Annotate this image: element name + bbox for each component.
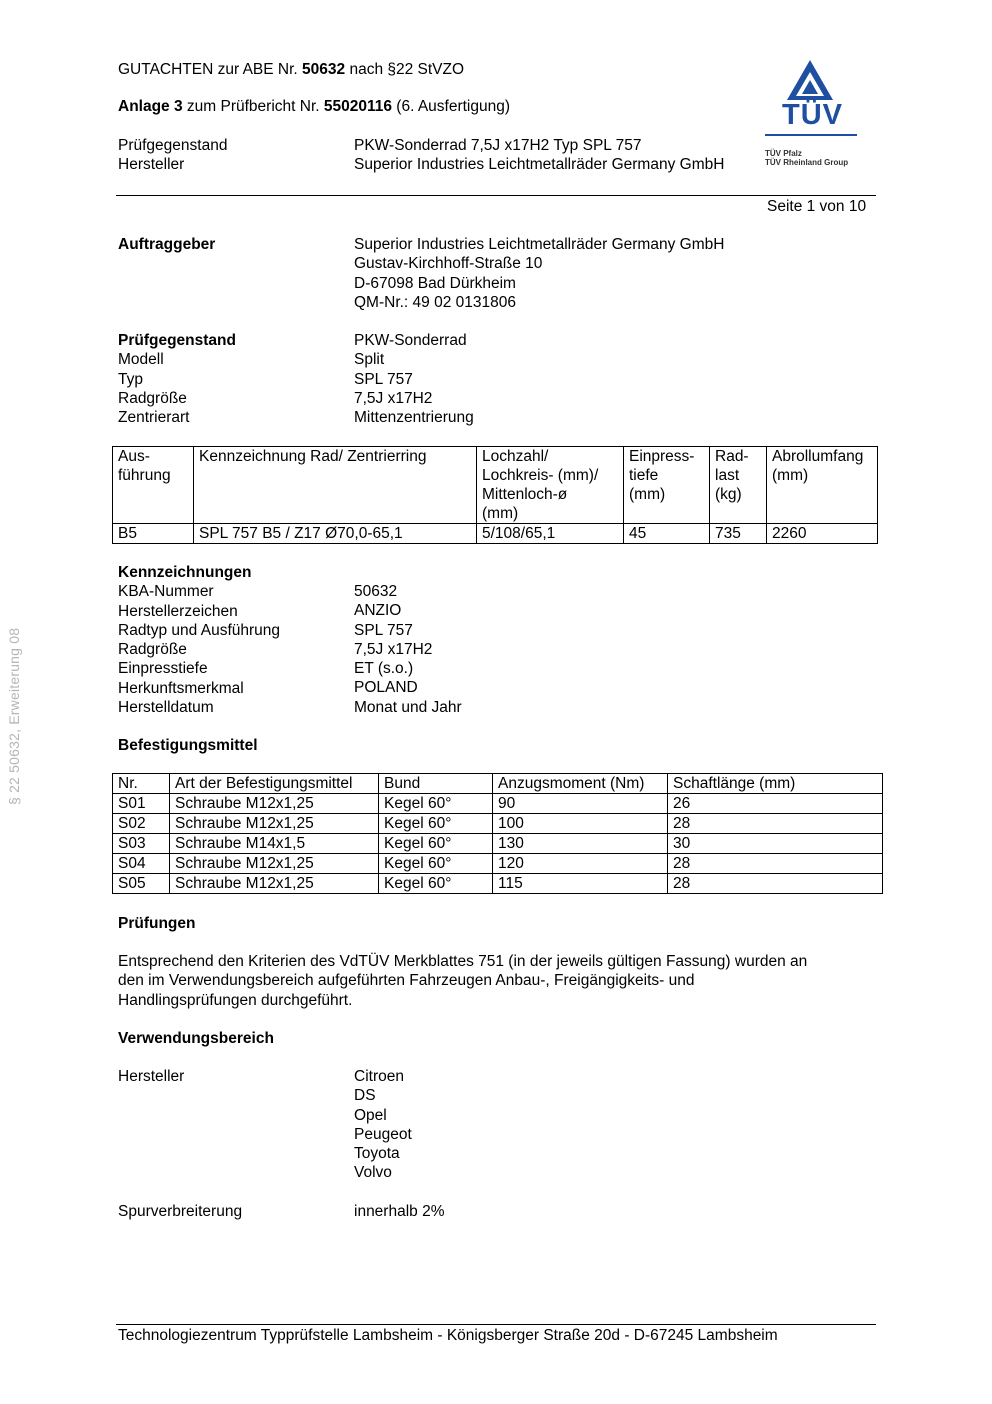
header-herst-label: Hersteller: [118, 156, 185, 173]
befestigung-title: Befestigungsmittel: [118, 737, 258, 754]
header-pruef-value: PKW-Sonderrad 7,5J x17H2 Typ SPL 757: [354, 137, 642, 154]
spur-label: Spurverbreiterung: [118, 1203, 243, 1220]
table-cell: Kegel 60°: [379, 814, 493, 834]
table-cell: 28: [668, 874, 883, 894]
table-header-cell: Kennzeichnung Rad/ Zentrierring: [194, 447, 477, 524]
field-label: Radtyp und Ausführung: [118, 621, 281, 639]
verwendung-herst-label: Hersteller: [118, 1068, 185, 1085]
field-value: SPL 757: [354, 370, 413, 388]
table-cell: Kegel 60°: [379, 834, 493, 854]
table-cell: 5/108/65,1: [477, 524, 624, 544]
paragraph-line: Handlingsprüfungen durchgeführt.: [118, 991, 353, 1009]
wheel-table: [112, 446, 878, 544]
table-header-row: [113, 447, 878, 524]
page-number: Seite 1 von 10: [767, 198, 867, 215]
field-label: Typ: [118, 370, 143, 388]
table-cell: 2260: [767, 524, 878, 544]
table-header-row: [113, 774, 883, 794]
list-item: Citroen: [354, 1068, 404, 1085]
table-cell: Kegel 60°: [379, 854, 493, 874]
header-line1-prefix: GUTACHTEN zur ABE Nr.: [118, 61, 303, 78]
address-line: Superior Industries Leichtmetallräder Germany GmbH: [354, 236, 725, 253]
field-value: PKW-Sonderrad: [354, 332, 467, 349]
header-line1-suffix: nach §22 StVZO: [345, 61, 465, 78]
table-cell: B5: [113, 524, 194, 544]
tuv-logo-name: TÜV: [782, 99, 843, 131]
table-row: [113, 814, 883, 834]
field-label: Modell: [118, 351, 164, 369]
tuv-logo-line2: TÜV Rheinland Group: [765, 158, 849, 167]
table-row: [113, 794, 883, 814]
table-cell: Schraube M12x1,25: [170, 814, 379, 834]
auftraggeber-label: [118, 235, 215, 254]
table-cell: Kegel 60°: [379, 794, 493, 814]
auftraggeber-address: [354, 235, 724, 312]
table-cell: 26: [668, 794, 883, 814]
address-line: D-67098 Bad Dürkheim: [354, 274, 516, 292]
field-value: Monat und Jahr: [354, 698, 462, 716]
header-line2-suffix: (6. Ausfertigung): [391, 98, 511, 115]
table-row: [113, 854, 883, 874]
field-label: Einpresstiefe: [118, 660, 208, 678]
pruefungen-text: [118, 952, 878, 1010]
manufacturer-list: [354, 1067, 412, 1183]
table-row: [113, 874, 883, 894]
abe-number: 50632: [302, 61, 346, 78]
table-header-cell: Lochzahl/ Lochkreis- (mm)/ Mittenloch-ø (mm): [477, 447, 624, 524]
table-cell: 28: [668, 814, 883, 834]
table-cell: Schraube M12x1,25: [170, 854, 379, 874]
side-margin-text: § 22 50632, Erweiterung 08: [6, 627, 22, 805]
table-row: [113, 524, 878, 544]
kennzeichnungen-title: Kennzeichnungen: [118, 564, 252, 581]
field-value: POLAND: [354, 679, 418, 697]
table-header-cell: Art der Befestigungsmittel: [170, 774, 379, 794]
table-header-cell: Bund: [379, 774, 493, 794]
table-header-cell: Anzugsmoment (Nm): [493, 774, 668, 794]
table-cell: S04: [113, 854, 170, 874]
kennzeichnungen-labels: [118, 563, 280, 717]
table-cell: S02: [113, 814, 170, 834]
table-header-cell: Einpress- tiefe (mm): [624, 447, 710, 524]
header-line-2: [118, 97, 510, 116]
field-value: 50632: [354, 583, 398, 600]
table-row: [113, 834, 883, 854]
field-label: Herkunftsmerkmal: [118, 679, 244, 697]
footer-text: Technologiezentrum Typprüfstelle Lambsheim - Königsberger Straße 20d - D-67245 Lambsheim: [118, 1327, 778, 1344]
field-value: ET (s.o.): [354, 660, 414, 678]
list-item: DS: [354, 1087, 376, 1105]
pruefbericht-number: 55020116: [323, 98, 392, 115]
pruefgegenstand-labels: [118, 331, 236, 427]
table-cell: 120: [493, 854, 668, 874]
table-header-cell: Nr.: [113, 774, 170, 794]
spur-value: innerhalb 2%: [354, 1203, 445, 1220]
list-item: Toyota: [354, 1145, 400, 1163]
table-cell: 735: [710, 524, 767, 544]
header-pruef-label: Prüfgegenstand: [118, 137, 228, 154]
list-item: Opel: [354, 1106, 387, 1124]
table-cell: 45: [624, 524, 710, 544]
paragraph-line: den im Verwendungsbereich aufgeführten Fahrzeugen Anbau-, Freigängigkeits- und: [118, 972, 695, 990]
table-header-cell: Schaftlänge (mm): [668, 774, 883, 794]
table-cell: Kegel 60°: [379, 874, 493, 894]
table-cell: S01: [113, 794, 170, 814]
table-cell: 28: [668, 854, 883, 874]
verwendung-title: Verwendungsbereich: [118, 1030, 274, 1047]
tuv-logo: [762, 56, 862, 174]
tuv-logo-line1: TÜV Pfalz: [765, 149, 802, 158]
table-cell: Schraube M14x1,5: [170, 834, 379, 854]
table-header-cell: Aus- führung: [113, 447, 194, 524]
table-cell: S05: [113, 874, 170, 894]
table-header-cell: Abrollumfang (mm): [767, 447, 878, 524]
table-cell: SPL 757 B5 / Z17 Ø70,0-65,1: [194, 524, 477, 544]
table-cell: 130: [493, 834, 668, 854]
field-value: Split: [354, 351, 385, 369]
pruefgegenstand-title: Prüfgegenstand: [118, 332, 236, 349]
list-item: Peugeot: [354, 1125, 412, 1143]
address-line: QM-Nr.: 49 02 0131806: [354, 293, 516, 311]
table-cell: 115: [493, 874, 668, 894]
field-label: Zentrierart: [118, 409, 190, 427]
table-header-cell: Rad- last (kg): [710, 447, 767, 524]
field-label: Radgröße: [118, 641, 187, 659]
table-cell: 30: [668, 834, 883, 854]
anlage-label: Anlage 3: [118, 98, 183, 115]
kennzeichnungen-values: [354, 582, 462, 717]
paragraph-line: Entsprechend den Kriterien des VdTÜV Merkblattes 751 (in der jeweils gültigen Fassung) wurden an: [118, 953, 808, 970]
table-cell: S03: [113, 834, 170, 854]
table-cell: 100: [493, 814, 668, 834]
tuv-triangle-icon: [762, 56, 858, 102]
table-cell: Schraube M12x1,25: [170, 794, 379, 814]
table-cell: Schraube M12x1,25: [170, 874, 379, 894]
field-value: Mittenzentrierung: [354, 409, 474, 427]
address-line: Gustav-Kirchhoff-Straße 10: [354, 255, 543, 273]
footer-rule: [116, 1324, 876, 1325]
pruefungen-title: Prüfungen: [118, 915, 196, 932]
list-item: Volvo: [354, 1164, 392, 1182]
header-line-1: [118, 60, 464, 79]
field-value: SPL 757: [354, 621, 413, 639]
auftraggeber-label-text: Auftraggeber: [118, 236, 216, 253]
field-value: 7,5J x17H2: [354, 640, 433, 658]
table-cell: 90: [493, 794, 668, 814]
field-label: Radgröße: [118, 389, 187, 407]
pruefgegenstand-values: [354, 331, 474, 427]
befestigung-table: [112, 773, 883, 894]
field-label: Herstelldatum: [118, 699, 214, 717]
header-herst-value: Superior Industries Leichtmetallräder Germany GmbH: [354, 156, 725, 173]
header-line2-mid: zum Prüfbericht Nr.: [182, 98, 324, 115]
field-value: 7,5J x17H2: [354, 389, 433, 407]
tuv-logo-rule: [765, 134, 857, 136]
field-value: ANZIO: [354, 602, 402, 620]
field-label: KBA-Nummer: [118, 583, 214, 601]
field-label: Herstellerzeichen: [118, 602, 238, 620]
header-rule: [116, 195, 876, 196]
